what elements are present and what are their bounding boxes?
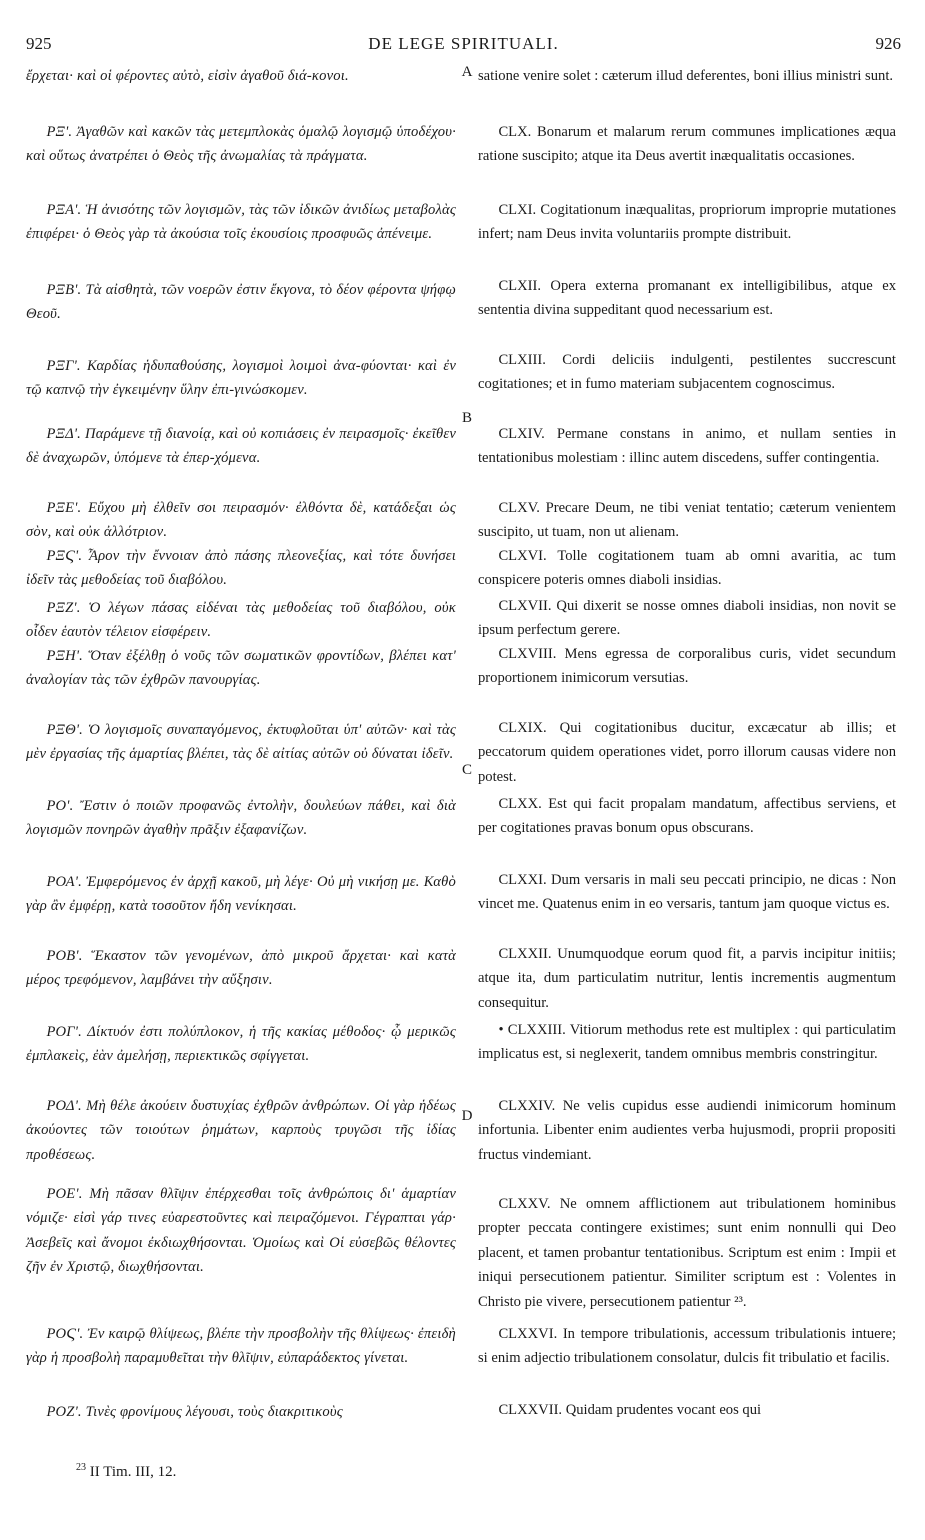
margin-letter-a: A	[461, 64, 473, 80]
greek-paragraph: ΡΞΕ'. Εὔχου μὴ ἐλθεῖν σοι πειρασμόν· ἐλθόντα δὲ, κατάδεξαι ὡς σὸν, καὶ οὐκ ἀλλότριον.	[26, 500, 456, 541]
latin-paragraph: CLXV. Precare Deum, ne tibi veniat tentatio; cæterum venientem suscipito, ut tuam, non ut alienam.	[478, 500, 896, 541]
latin-paragraph: CLXIX. Qui cogitationibus ducitur, excæcatur ab illis; et peccatorum quidem operationes videt, porro illorum causas videre non potest.	[478, 720, 896, 785]
latin-paragraph: CLXXII. Unumquodque eorum quod fit, a parvis incipitur initiis; atque ita, dum particulatim nutritur, lentis incrementis augmentum consequitur.	[478, 946, 896, 1011]
latin-paragraph: CLXVII. Qui dixerit se nosse omnes diaboli insidias, non novit se ipsum perfectum gerere.	[478, 598, 896, 639]
latin-paragraph: CLXXVI. In tempore tribulationis, accessum tribulationis intuere; si enim adjectio tribulationem consolatur, dulcis fit tribulatio et facilis.	[478, 1326, 896, 1367]
greek-paragraph: ΡΞΘ'. Ὁ λογισμοῖς συναπαγόμενος, ἐκτυφλοῦται ὑπ' αὐτῶν· καὶ τὰς μὲν ἐργασίας τῆς ἁμαρτίας βλέπει, τὰς δὲ αἰτίας αὐτῶν οὐ δύναται ἰδεῖν.	[26, 722, 456, 763]
footnote-text: II Tim. III, 12.	[89, 1464, 177, 1480]
latin-paragraph: CLXIII. Cordi deliciis indulgenti, pestilentes succrescunt cogitationes; et in fumo materiam subjacentem cognoscimus.	[478, 352, 896, 393]
latin-paragraph: satione venire solet : cæterum illud deferentes, boni illius ministri sunt.	[478, 68, 894, 84]
greek-paragraph: ΡΟΓ'. Δίκτυόν ἐστι πολύπλοκον, ἡ τῆς κακίας μέθοδος· ᾧ μερικῶς ἐμπλακεὶς, ἐὰν ἀμελήσῃ, περιεκτικῶς σφίγγεται.	[26, 1024, 456, 1065]
greek-paragraph: ΡΟΒ'. Ἕκαστον τῶν γενομένων, ἀπὸ μικροῦ ἄρχεται· καὶ κατὰ μέρος τρεφόμενον, λαμβάνει τὴν αὔξησιν.	[26, 948, 456, 989]
greek-paragraph: ΡΞΑ'. Ἡ ἀνισότης τῶν λογισμῶν, τὰς τῶν ἰδικῶν ἀνιδίως μεταβολὰς ἐπιφέρει· ὁ Θεὸς γὰρ τὰ ἀκούσια τοῖς ἑκουσίοις προσφυῶς ἀπένειμε.	[26, 202, 456, 243]
latin-paragraph: • CLXXIII. Vitiorum methodus rete est multiplex : qui particulatim implicatus est, si neglexerit, tandem omnibus membris constringitur.	[478, 1022, 896, 1063]
latin-paragraph: CLXX. Est qui facit propalam mandatum, affectibus serviens, et per cogitationes pravas bonum opus obscurans.	[478, 796, 896, 837]
margin-letter-d: D	[461, 1108, 473, 1124]
greek-paragraph: ΡΞΔ'. Παράμενε τῇ διανοίᾳ, καὶ οὐ κοπιάσεις ἐν πειρασμοῖς· ἐκεῖθεν δὲ ἀναχωρῶν, ὑπόμενε τὰ ἐπερ-χόμενα.	[26, 426, 456, 467]
footnote	[76, 1462, 176, 1481]
greek-paragraph: ΡΟΕ'. Μὴ πᾶσαν θλῖψιν ἐπέρχεσθαι τοῖς ἀνθρώποις δι' ἁμαρτίαν νόμιζε· εἰσὶ γάρ τινες εὐαρεστοῦντες καὶ πειραζόμενοι. Γέγραπται γάρ· Ἀσεβεῖς καὶ ἄνομοι ἐκδιωχθήσονται. Ὁμοίως καὶ Οἱ εὐσεβῶς θέλοντες ζῆν ἐν Χριστῷ, διωχθήσονται.	[26, 1186, 456, 1276]
running-header	[26, 34, 901, 58]
latin-paragraph: CLX. Bonarum et malarum rerum communes implicationes æqua ratione suscipito; atque ita Deus avertit inæqualitatis occasiones.	[478, 124, 896, 165]
page-number-right: 926	[875, 34, 901, 53]
latin-paragraph: CLXVI. Tolle cogitationem tuam ab omni avaritia, ac tum conspicere poteris omnes diaboli insidias.	[478, 548, 896, 589]
latin-paragraph: CLXXVII. Quidam prudentes vocant eos qui	[498, 1402, 762, 1418]
footnote-mark: 23	[76, 1462, 86, 1473]
greek-paragraph: ΡΟΑ'. Ἐμφερόμενος ἐν ἀρχῇ κακοῦ, μὴ λέγε· Οὐ μὴ νικήσῃ με. Καθὸ γὰρ ἂν ἐμφέρῃ, κατὰ τοσοῦτον ἤδη νενίκησαι.	[26, 874, 456, 915]
greek-paragraph: ΡΟϚ'. Ἐν καιρῷ θλίψεως, βλέπε τὴν προσβολὴν τῆς θλίψεως· ἐπειδὴ γὰρ ἡ προσβολὴ παραμυθεῖται τὴν θλῖψιν, εὐπαράδεκτος γίνεται.	[26, 1326, 456, 1367]
greek-paragraph: ἔρχεται· καὶ οἱ φέροντες αὐτὸ, εἰσὶν ἀγαθοῦ διά-κονοι.	[26, 68, 349, 84]
greek-paragraph: ΡΟΖ'. Τινὲς φρονίμους λέγουσι, τοὺς διακριτικοὺς	[46, 1404, 343, 1420]
latin-paragraph: CLXVIII. Mens egressa de corporalibus curis, videt secundum proportionem inimicorum versutias.	[478, 646, 896, 687]
greek-paragraph: ΡΞΗ'. Ὅταν ἐξέλθῃ ὁ νοῦς τῶν σωματικῶν φροντίδων, βλέπει κατ' ἀναλογίαν τὰς τῶν ἐχθρῶν πανουργίας.	[26, 648, 456, 689]
greek-paragraph: ΡΞΓ'. Καρδίας ἡδυπαθούσης, λογισμοὶ λοιμοὶ ἀνα-φύονται· καὶ ἐν τῷ καπνῷ τὴν ἐγκειμένην ὕλην ἐπι-γινώσκομεν.	[26, 358, 456, 399]
latin-paragraph: CLXXV. Ne omnem afflictionem aut tribulationem hominibus propter peccata contingere existimes; sunt enim nonnulli qui Deo placent, et tamen probantur tentationibus. Scriptum est enim : Impii et iniqui persecutionem patientur. Similiter scriptum est : Volentes in Christo pie vivere, persecutionem patientur ²³.	[478, 1196, 896, 1310]
page-number-left: 925	[26, 34, 52, 53]
latin-paragraph: CLXXIV. Ne velis cupidus esse audiendi inimicorum hominum infortunia. Libenter enim audientes verba hujusmodi, proprii propositi fructus vindemiant.	[478, 1098, 896, 1163]
latin-paragraph: CLXI. Cogitationum inæqualitas, propriorum improprie mutationes infert; nam Deus invita voluntariis prompte distribuit.	[478, 202, 896, 243]
margin-letter-b: B	[461, 410, 472, 426]
latin-paragraph: CLXIV. Permane constans in animo, et nullam senties in tentationibus molestiam : illinc autem discedens, suffer contingentia.	[478, 426, 896, 467]
running-title: DE LEGE SPIRITUALI.	[368, 34, 559, 53]
latin-paragraph: CLXXI. Dum versaris in mali seu peccati principio, ne dicas : Non vincet me. Quatenus enim in eo versaris, tantum jam quoque victus es.	[478, 872, 896, 913]
greek-paragraph: ΡΟ'. Ἔστιν ὁ ποιῶν προφανῶς ἐντολὴν, δουλεύων πάθει, καὶ διὰ λογισμῶν πονηρῶν ἀγαθὴν πρᾶξιν ἐξαφανίζων.	[26, 798, 456, 839]
greek-paragraph: ΡΞ'. Ἀγαθῶν καὶ κακῶν τὰς μετεμπλοκὰς ὁμαλῷ λογισμῷ ὑποδέχου· καὶ οὕτως ἀνατρέπει ὁ Θεὸς τῆς ἀνωμαλίας τὰ πράγματα.	[26, 124, 456, 165]
greek-paragraph: ΡΟΔ'. Μὴ θέλε ἀκούειν δυστυχίας ἐχθρῶν ἀνθρώπων. Οἱ γὰρ ἡδέως ἀκούοντες τῶν τοιούτων ῥημάτων, καρποὺς τρυγῶσι τῆς ἰδίας προθέσεως.	[26, 1098, 456, 1163]
margin-letter-c: C	[461, 762, 472, 778]
greek-paragraph: ΡΞΒ'. Τὰ αἰσθητὰ, τῶν νοερῶν ἐστιν ἔκγονα, τὸ δέον φέροντα ψήφῳ Θεοῦ.	[26, 282, 456, 323]
greek-paragraph: ΡΞΖ'. Ὁ λέγων πάσας εἰδέναι τὰς μεθοδείας τοῦ διαβόλου, οὐκ οἶδεν ἑαυτὸν τέλειον εἰσφέρειν.	[26, 600, 456, 641]
latin-paragraph: CLXII. Opera externa promanant ex intelligibilibus, atque ex sententia divina suppeditant quod necessarium est.	[478, 278, 896, 319]
greek-paragraph: ΡΞϚ'. Ἆρον τὴν ἔννοιαν ἀπὸ πάσης πλεονεξίας, καὶ τότε δυνήσει ἰδεῖν τὰς μεθοδείας τοῦ διαβόλου.	[26, 548, 456, 589]
